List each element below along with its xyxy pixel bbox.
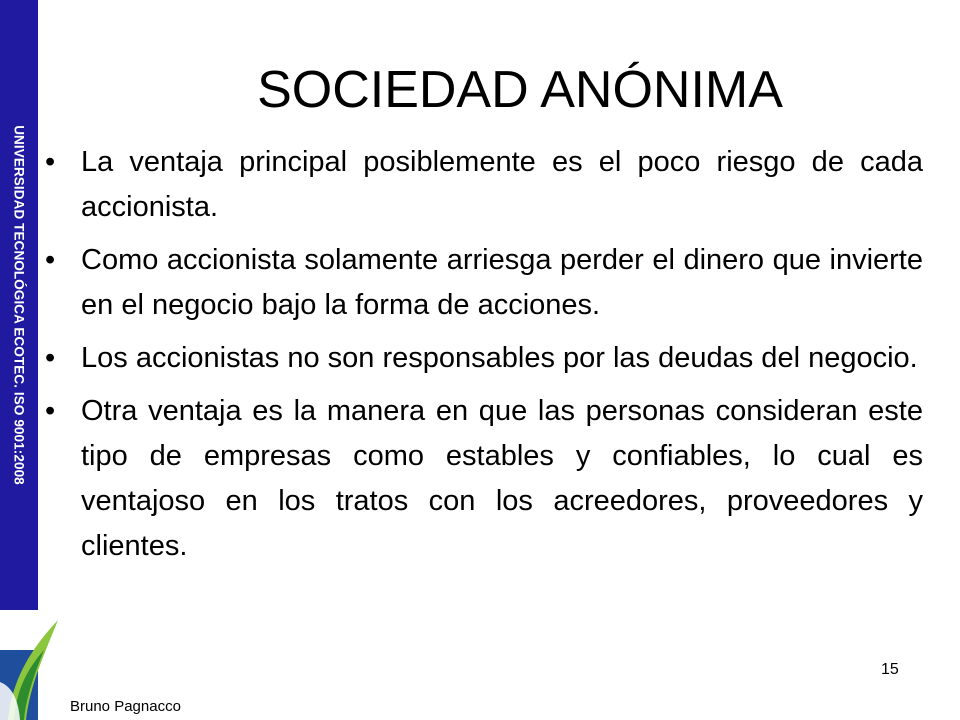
bullet-item — [45, 238, 923, 328]
bullet-item — [45, 336, 923, 381]
ecotec-leaf-logo-icon — [0, 610, 64, 720]
institution-sidebar — [0, 0, 38, 610]
institution-name: UNIVERSIDAD TECNOLÓGICA ECOTEC. ISO 9001:2008 — [11, 125, 27, 485]
bullet-list — [45, 140, 923, 577]
bullet-item — [45, 389, 923, 569]
bullet-point: • — [45, 395, 56, 427]
bullet-text: Los accionistas no son responsables por las deudas del negocio. — [81, 342, 918, 374]
bullet-text: La ventaja principal posiblemente es el poco riesgo de cada accionista. — [81, 146, 923, 223]
page-number: 15 — [881, 661, 899, 678]
bullet-point: • — [45, 342, 56, 374]
bullet-text: Otra ventaja es la manera en que las personas consideran este tipo de empresas como estables y confiables, lo cual es ventajoso en los tratos con los acreedores, proveedores y clientes. — [81, 395, 923, 562]
slide-title: SOCIEDAD ANÓNIMA — [257, 61, 783, 119]
bullet-item — [45, 140, 923, 230]
bullet-point: • — [45, 146, 56, 178]
bullet-point: • — [45, 244, 56, 276]
bullet-text: Como accionista solamente arriesga perder el dinero que invierte en el negocio bajo la forma de acciones. — [81, 244, 923, 321]
author-name: Bruno Pagnacco — [70, 698, 181, 715]
